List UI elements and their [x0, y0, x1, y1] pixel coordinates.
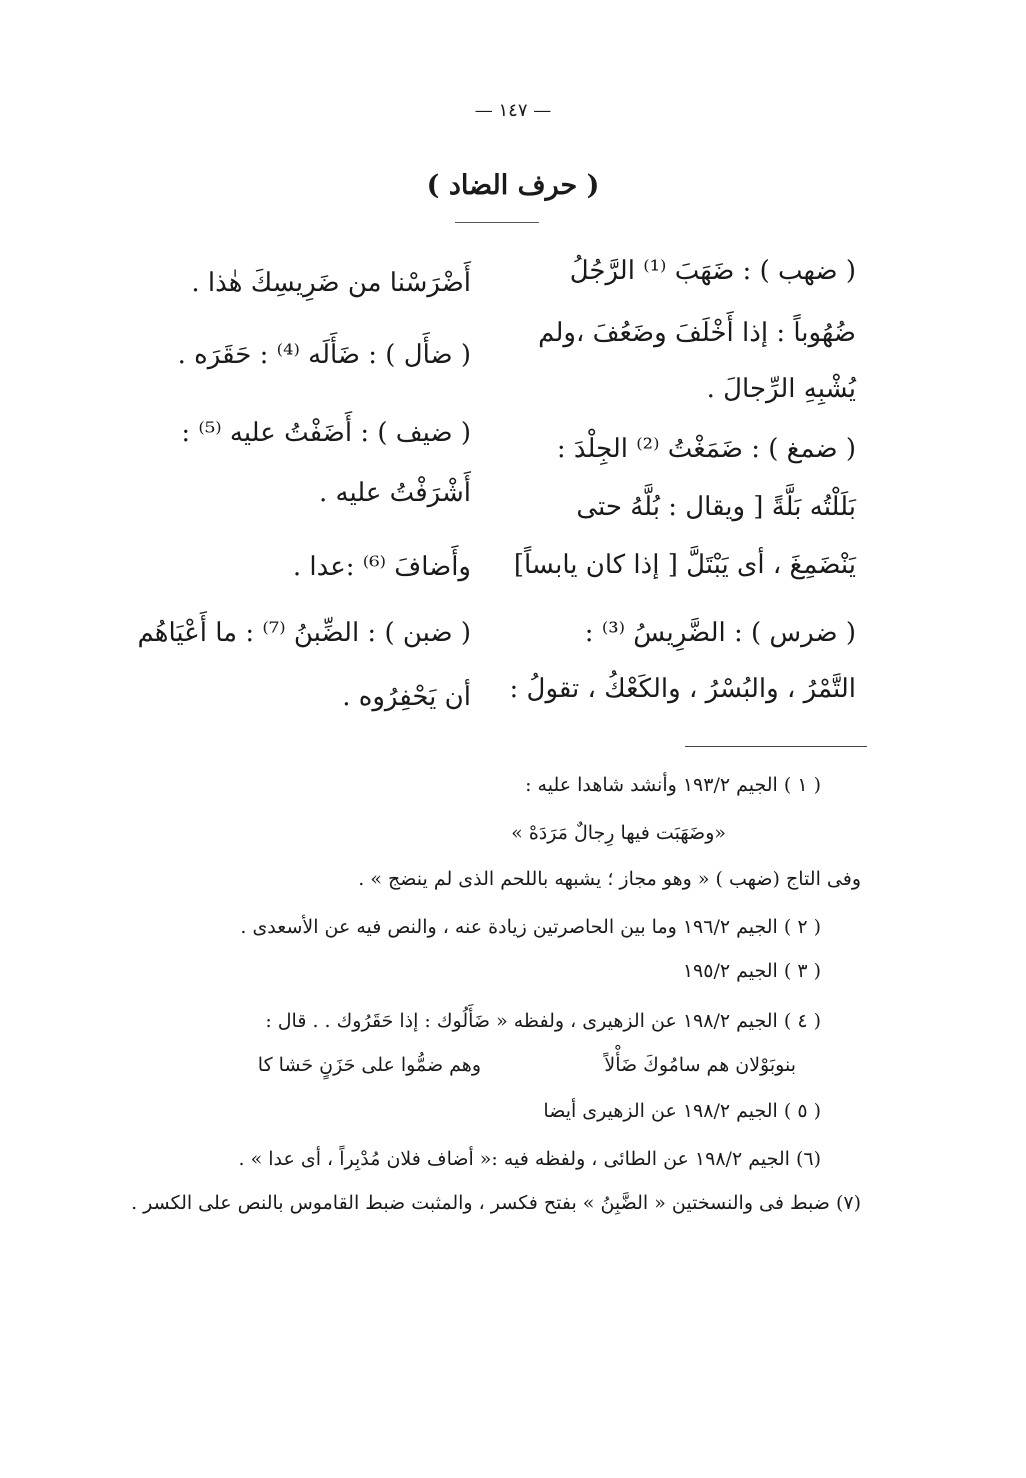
section-title: ( حرف الضاد )	[426, 170, 600, 201]
footnote-4-verse-second: وهم ضمُّوا على حَزَنٍ حَشا كا	[257, 1054, 481, 1076]
entry-line-right-5: بَلَلْتُه بَلَّةً [ ويقال : بُلَّهُ حتى	[576, 492, 856, 522]
entry-line-left-2: ( ضأَل ) : ضَأَلَه ⁽⁴⁾ : حَقَرَه .	[177, 340, 471, 370]
footnote-3: ( ٣ ) الجيم ١٩٥/٢	[682, 960, 821, 982]
entry-line-right-7: ( ضرس ) : الضَّرِيسُ ⁽³⁾ :	[584, 618, 856, 648]
footnote-4: ( ٤ ) الجيم ١٩٨/٢ عن الزهيرى ، ولفظه « ضَأَلُوك : إذا حَقَرُوك . . قال :	[265, 1010, 821, 1032]
entry-line-left-1: أَضْرَسْنا من ضَرِيسِكَ هٰذا .	[191, 268, 471, 298]
entry-line-right-2: ضُهُوباً : إذا أَخْلَفَ وضَعُفَ ،ولم	[538, 318, 856, 348]
footnote-1-verse: «وضَهَبَت فيها رِجالٌ مَرَدَهْ »	[511, 822, 726, 844]
entry-line-left-3: ( ضيف ) : أَضَفْتُ عليه ⁽⁵⁾ :	[181, 418, 471, 448]
entry-line-left-4: أَشْرَفْتُ عليه .	[318, 478, 471, 508]
footnote-7: (٧) ضبط فى والنسختين « الضَّبِنُ » بفتح فكسر ، والمثبت ضبط القاموس بالنص على الكسر .	[131, 1192, 861, 1214]
entry-line-right-8: التَّمْرُ ، والبُسْرُ ، والكَعْكُ ، تقولُ :	[509, 674, 856, 704]
entry-line-left-5: وأَضافَ ⁽⁶⁾ :عدا .	[292, 552, 471, 582]
footnote-5: ( ٥ ) الجيم ١٩٨/٢ عن الزهيرى أيضا	[543, 1100, 821, 1122]
title-divider	[455, 222, 539, 223]
entry-line-right-3: يُشْبِهِ الرِّجالَ .	[706, 374, 856, 404]
entry-line-left-7: أن يَحْفِرُوه .	[342, 682, 471, 712]
entry-line-right-6: يَنْضَمِغَ ، أى يَبْتَلَّ [ إذا كان يابساً]	[513, 550, 856, 580]
page-number: — ١٤٧ —	[474, 100, 552, 121]
footnote-6: (٦) الجيم ١٩٨/٢ عن الطائى ، ولفظه فيه :« أضاف فلان مُدْبِراً ، أى عدا » .	[238, 1148, 821, 1170]
footnote-2: ( ٢ ) الجيم ١٩٦/٢ وما بين الحاصرتين زيادة عنه ، والنص فيه عن الأسعدى .	[240, 916, 821, 938]
footnote-1-continuation: وفى التاج (ضهب ) « وهو مجاز ؛ يشبهه باللحم الذى لم ينضج » .	[358, 868, 861, 890]
footnotes-divider	[685, 746, 867, 747]
entry-line-right-4: ( ضمغ ) : ضَمَغْتُ ⁽²⁾ الجِلْدَ :	[556, 434, 856, 464]
entry-line-right-1: ( ضهب ) : ضَهَبَ ⁽¹⁾ الرَّجُلُ	[569, 256, 856, 286]
footnote-4-verse-first: بنوبَوْلان هم سامُوكَ ضَأْلاً	[604, 1054, 796, 1076]
footnote-1: ( ١ ) الجيم ١٩٣/٢ وأنشد شاهدا عليه :	[525, 774, 821, 796]
entry-line-left-6: ( ضبن ) : الضِّبنُ ⁽⁷⁾ : ما أَعْيَاهُم	[137, 618, 471, 648]
